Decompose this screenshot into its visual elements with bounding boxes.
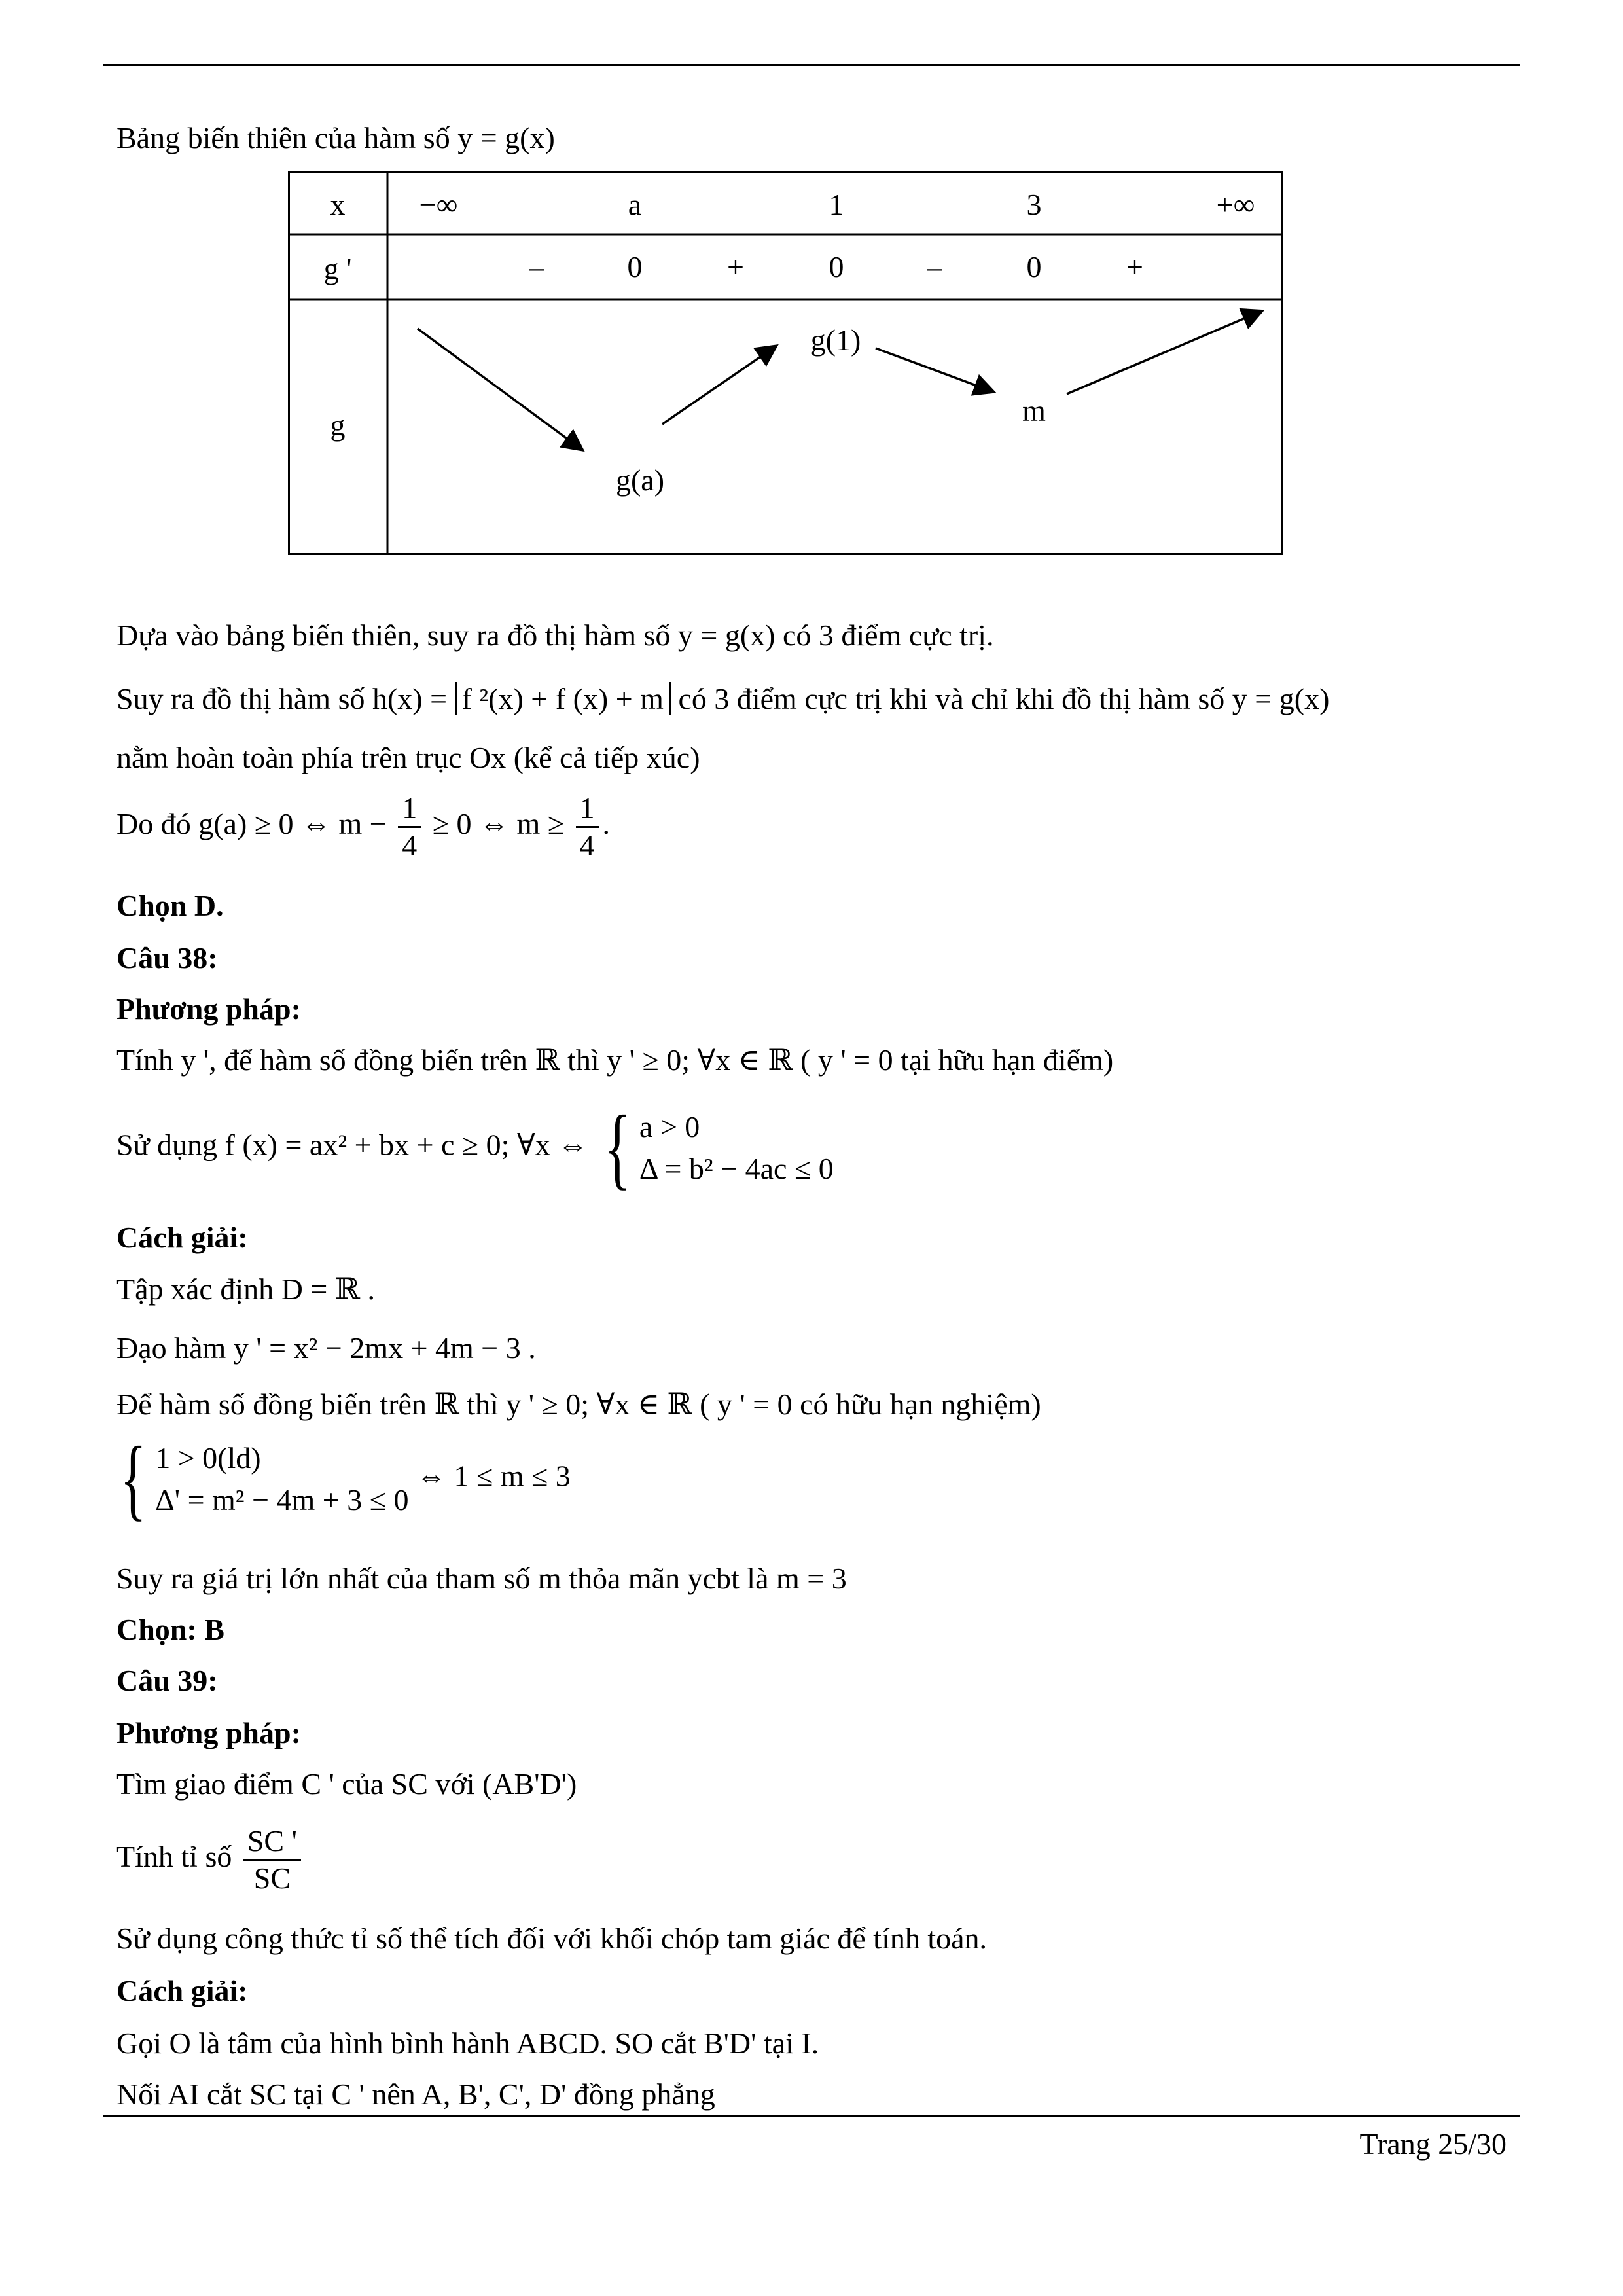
g-value-m: m (1022, 394, 1046, 427)
arrow-increase-2 (1067, 312, 1260, 394)
paragraph: Gọi O là tâm của hình bình hành ABCD. SO cắt B'D' tại I. (116, 2026, 819, 2060)
x-value: 1 (829, 188, 844, 221)
gprime-sign: 0 (627, 250, 643, 283)
solution-heading: Cách giải: (116, 1221, 248, 1254)
paragraph: Suy ra giá trị lớn nhất của tham số m thỏa mãn ycbt là m = 3 (116, 1562, 847, 1595)
paragraph: nằm hoàn toàn phía trên trục Ox (kể cả tiếp xúc) (116, 741, 700, 774)
row-label-x: x (330, 188, 346, 221)
system-row: a > 0 (639, 1110, 700, 1143)
system-row: Δ' = m² − 4m + 3 ≤ 0 (155, 1483, 409, 1516)
x-value: −∞ (419, 188, 458, 221)
paragraph (116, 1823, 305, 1896)
gprime-sign: – (927, 250, 942, 283)
question-heading: Câu 38: (116, 941, 218, 975)
solution-heading: Cách giải: (116, 1974, 248, 2007)
paragraph (116, 1097, 834, 1198)
fraction (576, 791, 599, 863)
numerator: SC ' (243, 1823, 301, 1861)
denominator: 4 (402, 829, 418, 862)
answer-label: Chọn D. (116, 889, 224, 922)
row-label-g: g (330, 408, 346, 442)
g-value-g1: g(1) (810, 323, 861, 357)
text-run: ≥ 0 ⇔ m ≥ (432, 807, 565, 841)
fraction (398, 791, 421, 863)
text-run: Sử dụng f (x) = ax² + bx + c ≥ 0; ∀x ⇔ (116, 1128, 588, 1162)
variation-table (288, 171, 1283, 555)
page-number: Trang 25/30 (1359, 2127, 1507, 2161)
denominator: SC (253, 1861, 291, 1895)
paragraph: Để hàm số đồng biến trên ℝ thì y ' ≥ 0; ∀x ∈ ℝ ( y ' = 0 có hữu hạn nghiệm) (116, 1388, 1041, 1421)
text-run: . (602, 807, 611, 841)
paragraph: Sử dụng công thức tỉ số thể tích đối với khối chóp tam giác để tính toán. (116, 1922, 988, 1955)
x-value: 3 (1026, 188, 1042, 221)
system-of-inequalities (596, 1097, 834, 1198)
text-run: Suy ra đồ thị hàm số h(x) = (116, 682, 455, 715)
row-label-gprime: g ' (323, 252, 352, 285)
brace-icon: { (120, 1428, 147, 1530)
system-row: Δ = b² − 4ac ≤ 0 (639, 1152, 834, 1185)
x-value: +∞ (1216, 188, 1255, 221)
text-run: Do đó g(a) ≥ 0 ⇔ m − (116, 807, 387, 841)
gprime-sign: + (1126, 250, 1143, 283)
header-rule (103, 64, 1520, 66)
system-of-inequalities (111, 1428, 409, 1530)
answer-label: Chọn: B (116, 1613, 224, 1646)
denominator: 4 (579, 829, 595, 862)
paragraph (116, 681, 1329, 717)
arrow-increase-1 (662, 347, 775, 424)
paragraph: Đạo hàm y ' = x² − 2mx + 4m − 3 . (116, 1331, 536, 1365)
gprime-sign: 0 (829, 250, 844, 283)
gprime-sign: 0 (1026, 250, 1042, 283)
paragraph (116, 791, 610, 863)
numerator: 1 (576, 791, 599, 828)
text-run: có 3 điểm cực trị khi và chỉ khi đồ thị hàm số y = g(x) (670, 682, 1330, 715)
arrow-decrease-2 (876, 348, 992, 391)
question-heading: Câu 39: (116, 1664, 218, 1697)
system-row: 1 > 0(ld) (155, 1441, 261, 1475)
arrow-decrease-1 (418, 329, 581, 449)
absolute-value-expression: f ²(x) + f (x) + m (455, 682, 671, 715)
paragraph: Tìm giao điểm C ' của SC với (AB'D') (116, 1767, 577, 1801)
paragraph: Nối AI cắt SC tại C ' nên A, B', C', D' đồng phẳng (116, 2077, 715, 2111)
g-value-ga: g(a) (615, 463, 665, 497)
gprime-sign: + (727, 250, 744, 283)
footer-rule (103, 2115, 1520, 2117)
fraction (243, 1823, 301, 1896)
method-heading: Phương pháp: (116, 992, 301, 1026)
paragraph: Dựa vào bảng biến thiên, suy ra đồ thị hàm số y = g(x) có 3 điểm cực trị. (116, 619, 994, 652)
paragraph (111, 1428, 571, 1530)
paragraph: Tính y ', để hàm số đồng biến trên ℝ thì y ' ≥ 0; ∀x ∈ ℝ ( y ' = 0 tại hữu hạn điểm) (116, 1043, 1114, 1077)
system-result: ⇔ 1 ≤ m ≤ 3 (416, 1459, 571, 1493)
x-value: a (628, 188, 642, 221)
method-heading: Phương pháp: (116, 1716, 301, 1749)
numerator: 1 (398, 791, 421, 828)
text-run: Tính tỉ số (116, 1840, 232, 1874)
brace-icon: { (604, 1097, 631, 1198)
paragraph: Tập xác định D = ℝ . (116, 1272, 376, 1306)
table-heading: Bảng biến thiên của hàm số y = g(x) (116, 121, 555, 154)
gprime-sign: – (529, 250, 544, 283)
table-border (289, 173, 1282, 554)
